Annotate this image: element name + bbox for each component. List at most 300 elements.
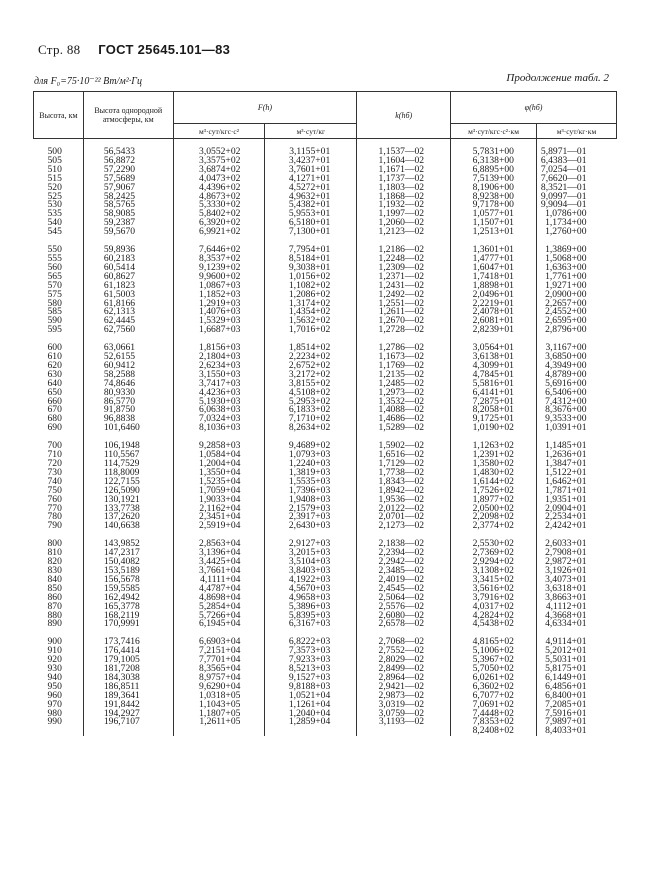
cell-phi-value-1: 6,3602+02 — [451, 683, 537, 692]
cell-atm-height: 176,4414 — [83, 647, 173, 656]
cell-F-value-2: 1,2859+04 — [265, 718, 357, 727]
cell-phi-value-1: 7,0691+02 — [451, 701, 537, 710]
cell-phi-value-2: 1,3847+01 — [536, 460, 616, 469]
cell-height: 800 — [47, 538, 62, 550]
cell-height: 550 — [47, 244, 62, 256]
cell-atm-height: 61,1823 — [83, 282, 173, 291]
col-F-unit1: м³·сут/кгс·с² — [173, 124, 265, 139]
cell-F-value-2: 1,1082+02 — [265, 282, 357, 291]
cell-atm-height: 96,8838 — [83, 415, 173, 424]
cell-phi-value-1: 3,6138+01 — [451, 353, 537, 362]
cell-F-value-1: 6,3920+02 — [173, 219, 265, 228]
cell-height: 840 — [47, 573, 62, 585]
cell-F-value-1: 9,2858+03 — [173, 442, 265, 451]
cell-height: 660 — [47, 395, 62, 407]
cell-phi-value-2: 1,5122+01 — [536, 469, 616, 478]
cell-phi-value-1: 1,7418+01 — [451, 273, 537, 282]
cell-k-value: 2,0701—02 — [357, 513, 451, 522]
continuation-label: Продолжение табл. 2 — [506, 72, 609, 84]
col-F-unit2: м³·сут/кг — [265, 124, 357, 139]
cell-atm-height: 170,9991 — [83, 620, 173, 629]
cell-phi-value-2: 3,1167+00 — [536, 344, 616, 353]
cell-height: 980 — [47, 707, 62, 719]
cell-phi-value-2: 1,9271+00 — [536, 282, 616, 291]
cell-atm-height: 168,2119 — [83, 612, 173, 621]
col-phi-unit1: м³·сут/кгс·с²·км — [451, 124, 537, 139]
cell-F-value-2: 1,5535+03 — [265, 478, 357, 487]
cell-atm-height: 56,8872 — [83, 157, 173, 166]
col-k-header: k(hб) — [357, 92, 451, 139]
cell-phi-value-1: 9,1725+01 — [451, 415, 537, 424]
cell-F-value-1: 4,8673+02 — [173, 193, 265, 202]
cell-phi-value-2: 9,0997—01 — [536, 193, 616, 202]
cell-phi-value-2: 1,1485+01 — [536, 442, 616, 451]
cell-height: 880 — [47, 609, 62, 621]
cell-phi-value-1: 3,1308+02 — [451, 567, 537, 576]
cell-height: 730 — [47, 466, 62, 478]
cell-k-value: 1,3532—02 — [357, 398, 451, 407]
cell-F-value-2: 1,7396+03 — [265, 487, 357, 496]
cell-atm-height: 133,7738 — [83, 505, 173, 514]
cell-F-value-1: 1,0584+04 — [173, 451, 265, 460]
cell-atm-height: 91,8750 — [83, 406, 173, 415]
cell-F-value-2: 3,4237+01 — [265, 157, 357, 166]
cell-k-value: 2,1838—02 — [357, 540, 451, 549]
cell-height: 680 — [47, 413, 62, 425]
cell-phi-value-1: 6,0261+02 — [451, 674, 537, 683]
cell-F-value-1: 2,6234+03 — [173, 362, 265, 371]
cell-k-value: 2,4019—02 — [357, 576, 451, 585]
cell-phi-value-2: 8,3521—01 — [536, 184, 616, 193]
cell-atm-height: 59,2387 — [83, 219, 173, 228]
cell-phi-value-2: 1,1734+00 — [536, 219, 616, 228]
cell-phi-value-2: 1,0391+01 — [536, 424, 616, 433]
cell-phi-value-1: 3,0564+01 — [451, 344, 537, 353]
cell-height: 650 — [47, 386, 62, 398]
cell-height: 580 — [47, 297, 62, 309]
cell-phi-value-2: 4,6334+01 — [536, 620, 616, 629]
cell-phi-value-1: 7,2875+01 — [451, 398, 537, 407]
cell-F-value-1: 8,3537+02 — [173, 255, 265, 264]
cell-k-value: 1,2371—02 — [357, 273, 451, 282]
cell-phi-value-2: 5,6916+00 — [536, 380, 616, 389]
cell-phi-value-1: 2,2098+02 — [451, 513, 537, 522]
cell-phi-value-2: 2,7908+01 — [536, 549, 616, 558]
cell-phi-value-2: 6,8400+01 — [536, 692, 616, 701]
cell-k-value: 1,2431—02 — [357, 282, 451, 291]
cell-k-value: 1,2973—02 — [357, 389, 451, 398]
cell-k-value: 1,1997—02 — [357, 210, 451, 219]
cell-k-value: 1,4686—02 — [357, 415, 451, 424]
cell-F-value-2: 3,7601+01 — [265, 166, 357, 175]
cell-atm-height: 57,2290 — [83, 166, 173, 175]
cell-phi-value-1: 3,5616+02 — [451, 585, 537, 594]
cell-atm-height: 86,5770 — [83, 398, 173, 407]
cell-k-value: 3,1193—02 — [357, 718, 451, 727]
cell-F-value-2: 4,5670+03 — [265, 585, 357, 594]
cell-phi-value-1: 1,1507+01 — [451, 219, 537, 228]
cell-k-value: 1,7129—02 — [357, 460, 451, 469]
cell-F-value-1: 1,3550+04 — [173, 469, 265, 478]
cell-empty — [34, 727, 84, 736]
cell-phi-value-1: 2,0500+02 — [451, 505, 537, 514]
cell-F-value-1: 2,1162+04 — [173, 505, 265, 514]
cell-phi-value-2: 5,8971—01 — [536, 148, 616, 157]
cell-F-value-1: 8,9757+04 — [173, 674, 265, 683]
cell-F-value-2: 2,1579+03 — [265, 505, 357, 514]
col-phi-header: φ(hб) — [451, 92, 617, 124]
cell-k-value: 1,1604—02 — [357, 157, 451, 166]
cell-F-value-2: 6,5180+01 — [265, 219, 357, 228]
cell-height: 620 — [47, 359, 62, 371]
cell-k-value: 1,7738—02 — [357, 469, 451, 478]
cell-F-value-2: 5,9553+01 — [265, 210, 357, 219]
cell-height: 505 — [47, 154, 62, 166]
cell-k-value: 1,2670—02 — [357, 317, 451, 326]
cell-k-value: 2,2942—02 — [357, 558, 451, 567]
cell-F-value-1: 1,8156+03 — [173, 344, 265, 353]
cell-k-value: 3,0759—02 — [357, 710, 451, 719]
cell-k-value: 1,8942—02 — [357, 487, 451, 496]
cell-height: 870 — [47, 600, 62, 612]
cell-F-value-1: 7,6446+02 — [173, 246, 265, 255]
cell-phi-value-1: 4,7845+01 — [451, 371, 537, 380]
cell-phi-value-1: 6,7077+02 — [451, 692, 537, 701]
table-row — [34, 718, 617, 727]
cell-k-value: 2,2394—02 — [357, 549, 451, 558]
page-label: Стр. 88 — [38, 42, 81, 57]
cell-F-value-1: 6,6903+04 — [173, 638, 265, 647]
cell-F-value-2: 8,2634+02 — [265, 424, 357, 433]
cell-k-value: 2,7552—02 — [357, 647, 451, 656]
cell-k-value: 2,8964—02 — [357, 674, 451, 683]
cell-empty — [83, 727, 173, 736]
cell-k-value: 3,0319—02 — [357, 701, 451, 710]
cell-height: 610 — [47, 351, 62, 363]
cell-height: 710 — [47, 449, 62, 461]
cell-k-value: 2,8499—02 — [357, 665, 451, 674]
cell-phi-value-1: 2,9294+02 — [451, 558, 537, 567]
cell-atm-height: 179,1005 — [83, 656, 173, 665]
cell-phi-value-2: 3,4073+01 — [536, 576, 616, 585]
cell-F-value-1: 5,1930+03 — [173, 398, 265, 407]
cell-phi-value-2: 1,3869+00 — [536, 246, 616, 255]
cell-atm-height: 62,4445 — [83, 317, 173, 326]
cell-F-value-2: 1,7016+02 — [265, 326, 357, 335]
cell-phi-value-1: 8,1906+00 — [451, 184, 537, 193]
cell-k-value: 1,2135—02 — [357, 371, 451, 380]
cell-phi-value-1: 1,3601+01 — [451, 246, 537, 255]
cell-phi-value-1: 1,6144+02 — [451, 478, 537, 487]
cell-F-value-2: 7,1710+02 — [265, 415, 357, 424]
cell-atm-height: 58,2588 — [83, 371, 173, 380]
cell-F-value-1: 1,1807+05 — [173, 710, 265, 719]
col-atm-header: Высота однородной атмосферы, км — [83, 92, 173, 139]
cell-F-value-1: 4,4396+02 — [173, 184, 265, 193]
cell-phi-value-1: 3,3415+02 — [451, 576, 537, 585]
cell-atm-height: 126,5090 — [83, 487, 173, 496]
cell-atm-height: 153,5189 — [83, 567, 173, 576]
cell-F-value-1: 1,2611+05 — [173, 718, 265, 727]
cell-phi-value-2: 1,2760+00 — [536, 228, 616, 237]
cell-atm-height: 186,8511 — [83, 683, 173, 692]
cell-atm-height: 60,2183 — [83, 255, 173, 264]
cell-height: 990 — [47, 716, 62, 728]
cell-phi-value-2: 4,9114+01 — [536, 638, 616, 647]
cell-phi-value-1: 1,7526+02 — [451, 487, 537, 496]
cell-atm-height: 196,7107 — [83, 718, 173, 727]
cell-F-value-1: 4,4787+04 — [173, 585, 265, 594]
cell-k-value: 1,1803—02 — [357, 184, 451, 193]
cell-height: 585 — [47, 306, 62, 318]
cell-F-value-2: 5,3896+03 — [265, 603, 357, 612]
cell-height: 900 — [47, 636, 62, 648]
cell-F-value-2: 6,1833+02 — [265, 406, 357, 415]
cell-F-value-2: 6,8222+03 — [265, 638, 357, 647]
cell-F-value-2: 2,9127+03 — [265, 540, 357, 549]
cell-phi-value-1: 7,8353+02 — [451, 718, 537, 727]
cell-phi-value-1: 1,8977+02 — [451, 496, 537, 505]
cell-atm-height: 181,7208 — [83, 665, 173, 674]
cell-F-value-1: 1,5235+04 — [173, 478, 265, 487]
cell-phi-value-2: 1,9351+01 — [536, 496, 616, 505]
cell-F-value-2: 3,8403+03 — [265, 567, 357, 576]
cell-F-value-2: 8,5213+03 — [265, 665, 357, 674]
cell-phi-value-2: 2,2657+00 — [536, 300, 616, 309]
cell-height: 770 — [47, 502, 62, 514]
cell-phi-value-1: 4,3099+01 — [451, 362, 537, 371]
cell-phi-value-2: 1,7871+01 — [536, 487, 616, 496]
cell-phi-value-2: 3,1926+01 — [536, 567, 616, 576]
cell-atm-height: 147,2317 — [83, 549, 173, 558]
cell-phi-value-2: 5,2012+01 — [536, 647, 616, 656]
cell-F-value-1: 9,6290+04 — [173, 683, 265, 692]
cell-height: 890 — [47, 618, 62, 630]
cell-atm-height: 62,7560 — [83, 326, 173, 335]
cell-F-value-2: 1,0156+02 — [265, 273, 357, 282]
table-row — [34, 326, 617, 335]
cell-F-value-2: 3,1155+01 — [265, 148, 357, 157]
cell-k-value: 1,8343—02 — [357, 478, 451, 487]
cell-F-value-1: 2,5919+04 — [173, 522, 265, 531]
cell-phi-value-1: 5,5816+01 — [451, 380, 537, 389]
cell-phi-value-1: 1,6047+01 — [451, 264, 537, 273]
cell-atm-height: 194,2927 — [83, 710, 173, 719]
cell-phi-value-1: 5,1006+02 — [451, 647, 537, 656]
cell-height: 510 — [47, 163, 62, 175]
cell-height: 565 — [47, 270, 62, 282]
cell-F-value-1: 1,7059+04 — [173, 487, 265, 496]
cell-height: 575 — [47, 288, 62, 300]
cell-k-value: 2,9873—02 — [357, 692, 451, 701]
cell-F-value-1: 2,3451+04 — [173, 513, 265, 522]
cell-height: 720 — [47, 458, 62, 469]
cell-phi-value-2: 2,4552+00 — [536, 308, 616, 317]
table-body — [34, 139, 617, 737]
cell-phi-value-1: 9,7178+00 — [451, 201, 537, 210]
cell-height: 530 — [47, 199, 62, 211]
cell-phi-value-2: 6,4383—01 — [536, 157, 616, 166]
cell-phi-value-1: 2,8239+01 — [451, 326, 537, 335]
cell-k-value: 1,2248—02 — [357, 255, 451, 264]
cell-F-value-1: 2,1804+03 — [173, 353, 265, 362]
cell-phi-value-2: 4,1112+01 — [536, 603, 616, 612]
cell-phi-value-1: 1,2391+02 — [451, 451, 537, 460]
cell-F-value-1: 3,4425+04 — [173, 558, 265, 567]
cell-F-value-2: 2,3917+03 — [265, 513, 357, 522]
cell-F-value-1: 4,8698+04 — [173, 594, 265, 603]
cell-k-value: 1,6516—02 — [357, 451, 451, 460]
table-row-extra — [34, 727, 617, 736]
cell-height: 750 — [47, 484, 62, 496]
cell-phi-value-2: 4,3668+01 — [536, 612, 616, 621]
cell-F-value-2: 9,3038+01 — [265, 264, 357, 273]
cell-k-value: 1,2786—02 — [357, 344, 451, 353]
cell-F-value-1: 1,1043+05 — [173, 701, 265, 710]
cell-phi-value-2: 1,7761+00 — [536, 273, 616, 282]
cell-phi-value-2: 7,0254—01 — [536, 166, 616, 175]
cell-F-value-2: 5,4382+01 — [265, 201, 357, 210]
cell-phi-value-2: 5,5031+01 — [536, 656, 616, 665]
cell-F-value-2: 4,9658+03 — [265, 594, 357, 603]
cell-F-value-1: 3,0552+02 — [173, 148, 265, 157]
cell-F-value-1: 4,4236+03 — [173, 389, 265, 398]
cell-phi-value-1: 6,8895+00 — [451, 166, 537, 175]
cell-phi-value-2: 9,9094—01 — [536, 201, 616, 210]
cell-height: 545 — [47, 226, 62, 238]
cell-F-value-2: 4,1271+01 — [265, 175, 357, 184]
cell-F-value-1: 1,0867+03 — [173, 282, 265, 291]
cell-phi-value-1: 5,3967+02 — [451, 656, 537, 665]
cell-k-value: 1,2186—02 — [357, 246, 451, 255]
cell-atm-height: 58,5765 — [83, 201, 173, 210]
cell-height: 950 — [47, 680, 62, 692]
cell-F-value-1: 7,0324+03 — [173, 415, 265, 424]
cell-height: 940 — [47, 671, 62, 683]
cell-k-value: 2,5576—02 — [357, 603, 451, 612]
cell-F-value-1: 9,9600+02 — [173, 273, 265, 282]
cell-atm-height: 56,5433 — [83, 148, 173, 157]
cell-atm-height: 122,7155 — [83, 478, 173, 487]
cell-atm-height: 62,1313 — [83, 308, 173, 317]
cell-k-value: 1,5902—02 — [357, 442, 451, 451]
cell-F-value-1: 6,9921+02 — [173, 228, 265, 237]
cell-height: 515 — [47, 172, 62, 184]
cell-k-value: 2,6080—02 — [357, 612, 451, 621]
cell-phi-value-1: 2,2219+01 — [451, 300, 537, 309]
cell-height: 920 — [47, 654, 62, 666]
cell-F-value-2: 3,8155+02 — [265, 380, 357, 389]
cell-atm-height: 60,8627 — [83, 273, 173, 282]
cell-phi-value-2: 3,6850+00 — [536, 353, 616, 362]
cell-phi-value-1: 6,4141+01 — [451, 389, 537, 398]
cell-F-value-1: 7,7701+04 — [173, 656, 265, 665]
cell-F-value-1: 1,5329+03 — [173, 317, 265, 326]
cell-F-value-2: 1,3174+02 — [265, 300, 357, 309]
cell-F-value-1: 3,3575+02 — [173, 157, 265, 166]
cell-atm-height: 140,6638 — [83, 522, 173, 531]
cell-F-value-2: 7,9233+03 — [265, 656, 357, 665]
cell-F-value-1: 5,2854+04 — [173, 603, 265, 612]
cell-k-value: 1,2551—02 — [357, 300, 451, 309]
cell-atm-height: 60,5414 — [83, 264, 173, 273]
cell-F-value-2: 2,6752+02 — [265, 362, 357, 371]
cell-k-value: 1,2485—02 — [357, 380, 451, 389]
cell-k-value: 2,4545—02 — [357, 585, 451, 594]
cell-phi-value-1: 1,0577+01 — [451, 210, 537, 219]
cell-phi-value-2: 6,4856+01 — [536, 683, 616, 692]
cell-phi-value-1: 2,6081+01 — [451, 317, 537, 326]
cell-phi-value-1: 4,0317+02 — [451, 603, 537, 612]
cell-k-value: 1,5289—02 — [357, 424, 451, 433]
cell-phi-value-2: 2,0900+00 — [536, 291, 616, 300]
condition-note: для F₀=75·10⁻²² Вт/м²·Гц — [34, 76, 142, 87]
cell-F-value-2: 5,8395+03 — [265, 612, 357, 621]
cell-F-value-1: 1,2004+04 — [173, 460, 265, 469]
cell-phi-value-1: 7,4448+02 — [451, 710, 537, 719]
cell-F-value-1: 6,1945+04 — [173, 620, 265, 629]
cell-atm-height: 173,7416 — [83, 638, 173, 647]
cell-empty — [357, 727, 451, 736]
col-F-header: F(h) — [173, 92, 357, 124]
cell-F-value-1: 9,1239+02 — [173, 264, 265, 273]
cell-phi-value-1: 5,7831+00 — [451, 148, 537, 157]
cell-F-value-1: 6,0638+03 — [173, 406, 265, 415]
cell-F-value-2: 2,6430+03 — [265, 522, 357, 531]
cell-F-value-1: 3,1550+03 — [173, 371, 265, 380]
cell-F-value-2: 4,5108+02 — [265, 389, 357, 398]
cell-atm-height: 159,5585 — [83, 585, 173, 594]
cell-height: 970 — [47, 698, 62, 710]
cell-atm-height: 57,5689 — [83, 175, 173, 184]
cell-height: 860 — [47, 591, 62, 603]
cell-F-value-1: 3,1396+04 — [173, 549, 265, 558]
cell-phi-value-2: 4,3949+00 — [536, 362, 616, 371]
page-header — [38, 42, 230, 58]
cell-k-value: 1,9536—02 — [357, 496, 451, 505]
cell-atm-height: 165,3778 — [83, 603, 173, 612]
cell-k-value: 2,6578—02 — [357, 620, 451, 629]
cell-k-value: 1,2728—02 — [357, 326, 451, 335]
cell-height: 560 — [47, 261, 62, 273]
cell-F-value-2: 8,5184+01 — [265, 255, 357, 264]
cell-height: 790 — [47, 520, 62, 532]
cell-F-value-2: 9,4689+02 — [265, 442, 357, 451]
cell-atm-height: 63,0661 — [83, 344, 173, 353]
cell-F-value-1: 8,1036+03 — [173, 424, 265, 433]
cell-F-value-1: 5,7266+04 — [173, 612, 265, 621]
cell-height: 910 — [47, 645, 62, 657]
cell-F-value-2: 5,2953+02 — [265, 398, 357, 407]
cell-height: 830 — [47, 564, 62, 576]
cell-phi-value-2: 1,2636+01 — [536, 451, 616, 460]
col-phi-unit2: м³·сут/кг·км — [536, 124, 616, 139]
cell-F-value-2: 3,2172+02 — [265, 371, 357, 380]
cell-phi-value-1: 2,4078+01 — [451, 308, 537, 317]
cell-phi-value-1: 1,3580+02 — [451, 460, 537, 469]
cell-height: 850 — [47, 582, 62, 594]
data-table — [33, 91, 617, 736]
cell-k-value: 1,4088—02 — [357, 406, 451, 415]
cell-atm-height: 191,8442 — [83, 701, 173, 710]
cell-atm-height: 118,8009 — [83, 469, 173, 478]
cell-F-value-1: 1,0318+05 — [173, 692, 265, 701]
cell-F-value-1: 1,9033+04 — [173, 496, 265, 505]
cell-F-value-1: 4,0473+02 — [173, 175, 265, 184]
cell-atm-height: 150,4082 — [83, 558, 173, 567]
cell-F-value-2: 1,4354+02 — [265, 308, 357, 317]
cell-height: 555 — [47, 252, 62, 264]
